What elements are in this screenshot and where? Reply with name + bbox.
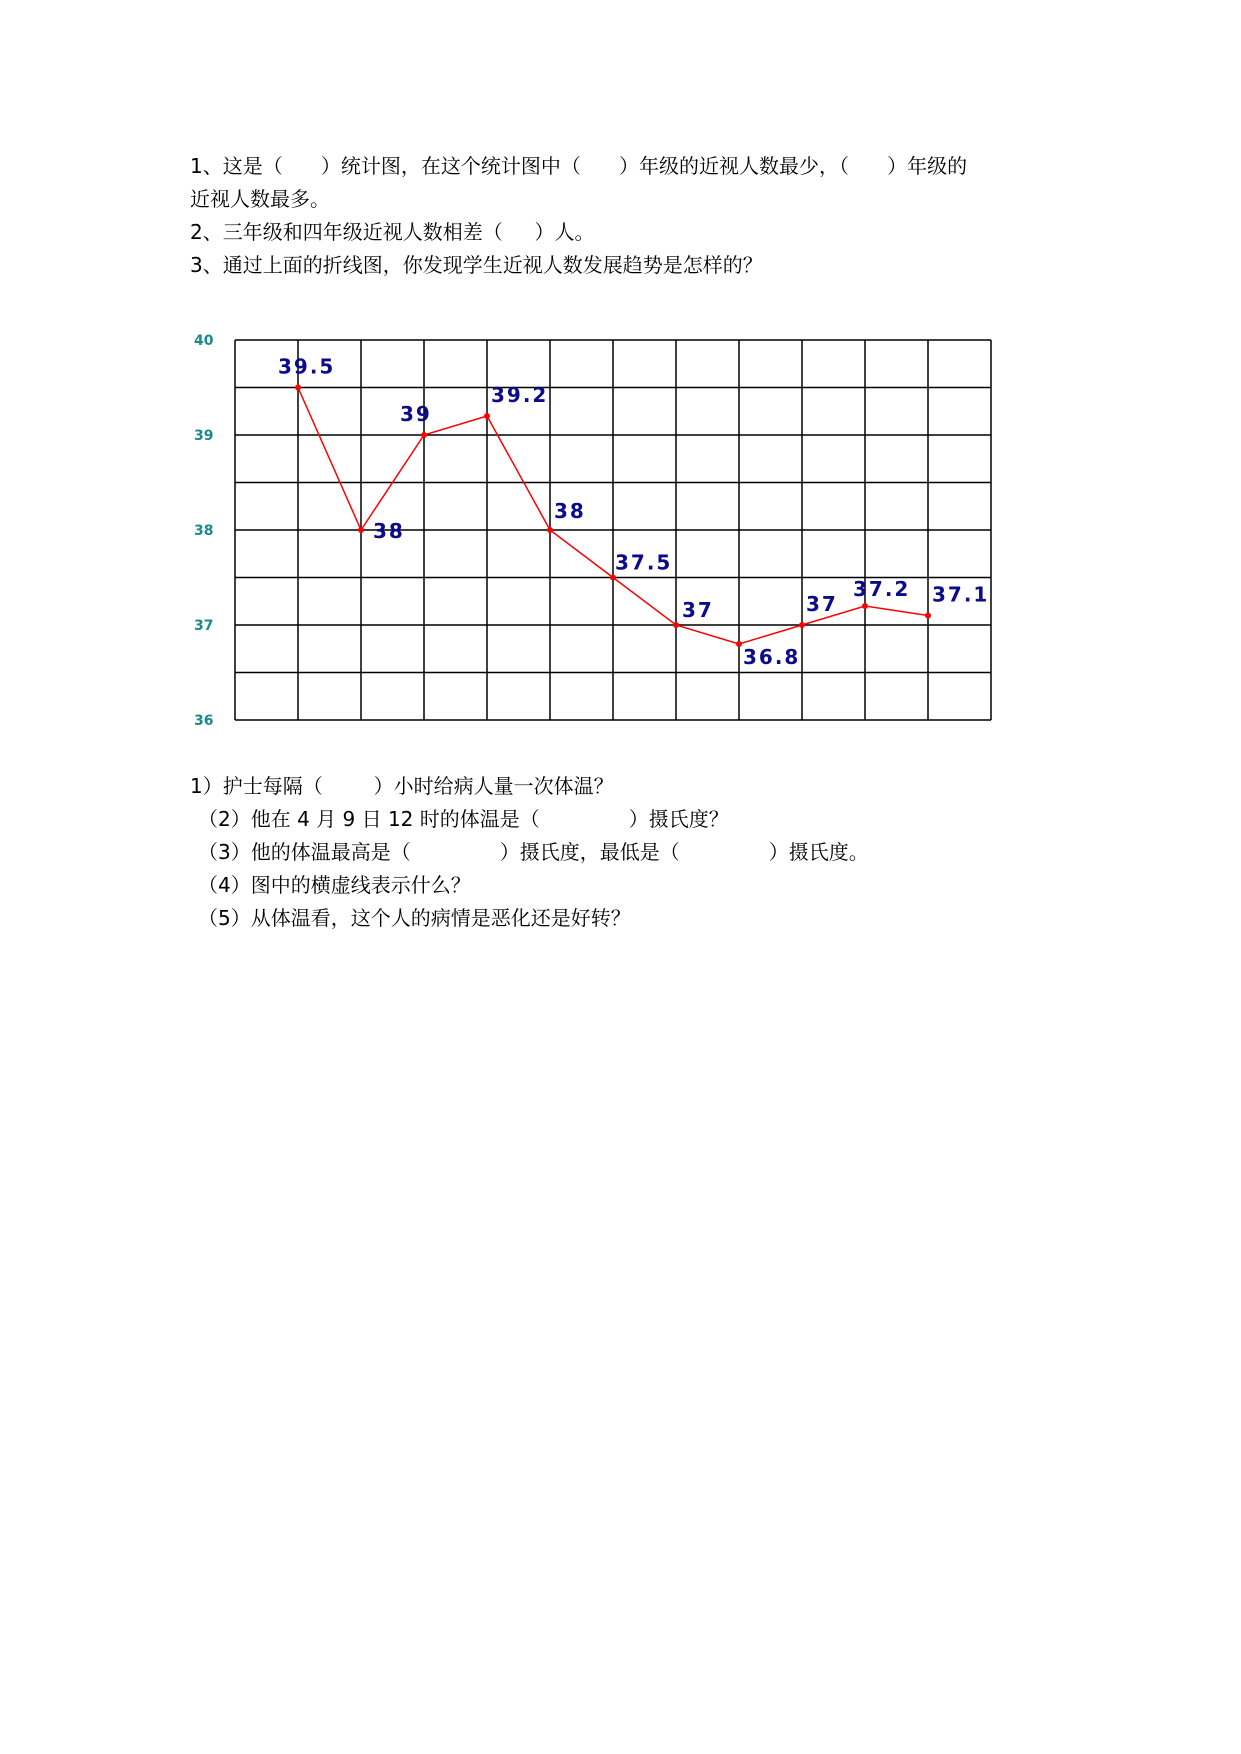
y-tick-label: 38 (194, 523, 214, 539)
data-point (862, 603, 868, 609)
data-point (673, 622, 679, 628)
chart-grid (235, 340, 991, 720)
sub-question-5: （5）从体温看，这个人的病情是恶化还是好转？ (198, 906, 631, 930)
data-label: 38 (373, 519, 405, 543)
y-tick-label: 40 (194, 333, 214, 349)
data-point (736, 641, 742, 647)
data-label: 37.2 (853, 577, 911, 601)
y-axis-ticks (194, 333, 214, 729)
question-3: 3、通过上面的折线图，你发现学生近视人数发展趋势是怎样的？ (190, 253, 763, 277)
data-point (484, 413, 490, 419)
data-label: 38 (554, 499, 586, 523)
data-point (925, 613, 931, 619)
data-labels (278, 355, 989, 670)
sub-question-2: （2）他在 4 月 9 日 12 时的体温是（ ）摄氏度？ (198, 807, 729, 831)
sub-question-1: 1）护士每隔（ ）小时给病人量一次体温？ (190, 774, 614, 798)
data-label: 39.2 (491, 383, 549, 407)
data-point (799, 622, 805, 628)
y-tick-label: 37 (194, 618, 214, 634)
data-point (295, 385, 301, 391)
data-label: 36.8 (743, 645, 801, 669)
sub-question-3: （3）他的体温最高是（ ）摄氏度，最低是（ ）摄氏度。 (198, 840, 869, 864)
data-label: 37.5 (615, 550, 673, 575)
temperature-line-chart (180, 320, 1000, 740)
data-point (358, 527, 364, 533)
data-label: 37 (806, 592, 838, 616)
data-point (421, 432, 427, 438)
data-label: 37.1 (932, 582, 990, 607)
question-2: 2、三年级和四年级近视人数相差（ ）人。 (190, 220, 595, 244)
data-point (610, 575, 616, 581)
data-label: 37 (682, 598, 714, 622)
question-1-line-2: 近视人数最多。 (190, 187, 330, 211)
data-point (547, 527, 553, 533)
data-label: 39 (400, 402, 432, 426)
y-tick-label: 39 (194, 428, 214, 444)
sub-question-4: （4）图中的横虚线表示什么？ (198, 873, 471, 897)
question-1-line-1: 1、这是（ ）统计图，在这个统计图中（ ）年级的近视人数最少，（ ）年级的 (190, 154, 968, 178)
y-tick-label: 36 (194, 713, 214, 729)
data-label: 39.5 (278, 354, 336, 379)
